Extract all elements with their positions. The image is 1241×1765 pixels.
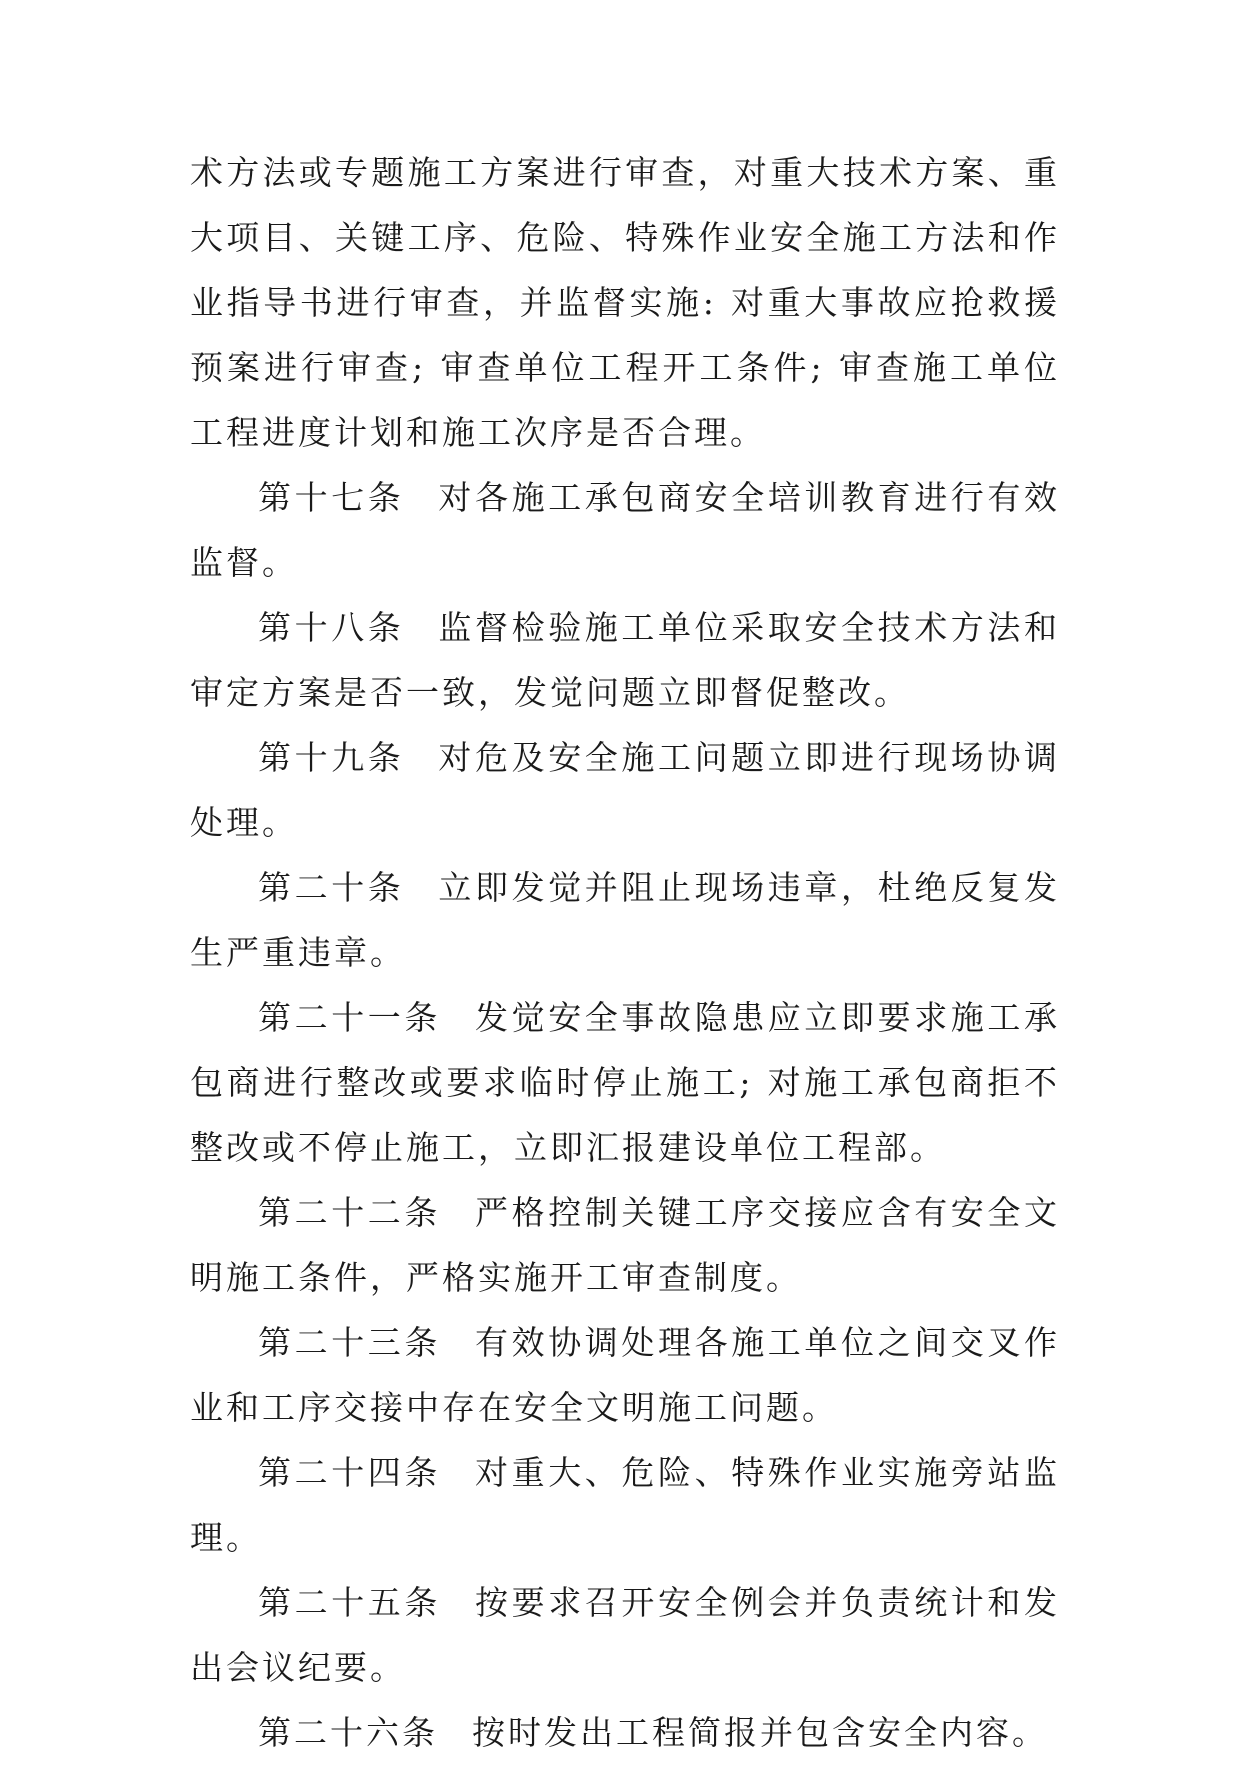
article-number: 第十七条 xyxy=(258,478,405,517)
article-18 xyxy=(190,595,1060,725)
article-text: 按时发出工程简报并包含安全内容。 xyxy=(472,1713,1048,1752)
article-number: 第二十六条 xyxy=(258,1713,438,1752)
paragraph-continued xyxy=(190,140,1060,465)
article-23 xyxy=(190,1310,1060,1440)
article-text: 对各施工承包商安全培训教育进行有效监督。 xyxy=(190,478,1061,582)
article-text: 严格控制关键工序交接应含有安全文明施工条件，严格实施开工审查制度。 xyxy=(190,1193,1061,1297)
article-26 xyxy=(190,1700,1060,1765)
article-text: 立即发觉并阻止现场违章，杜绝反复发生严重违章。 xyxy=(190,868,1061,972)
document-page xyxy=(190,140,1060,1765)
article-text: 对危及安全施工问题立即进行现场协调处理。 xyxy=(190,738,1061,842)
article-number: 第二十五条 xyxy=(258,1583,441,1622)
article-text: 有效协调处理各施工单位之间交叉作业和工序交接中存在安全文明施工问题。 xyxy=(190,1323,1061,1427)
article-number: 第十八条 xyxy=(258,608,405,647)
article-22 xyxy=(190,1180,1060,1310)
article-number: 第二十条 xyxy=(258,868,405,907)
article-number: 第二十二条 xyxy=(258,1193,441,1232)
article-number: 第二十四条 xyxy=(258,1453,441,1492)
article-number: 第十九条 xyxy=(258,738,405,777)
article-17 xyxy=(190,465,1060,595)
paragraph-text: 术方法或专题施工方案进行审查，对重大技术方案、重大项目、关键工序、危险、特殊作业安全施工方法和作业指导书进行审查，并监督实施: 对重大事故应抢救援预案进行审查; 审查单位工程开工条件; 审查施工单位工程进度计划和施工次序是否合理。 xyxy=(190,153,1060,452)
article-text: 发觉安全事故隐患应立即要求施工承包商进行整改或要求临时停止施工; 对施工承包商拒不整改或不停止施工，立即汇报建设单位工程部。 xyxy=(190,998,1061,1167)
article-21 xyxy=(190,985,1060,1180)
article-number: 第二十三条 xyxy=(258,1323,441,1362)
article-text: 监督检验施工单位采取安全技术方法和审定方案是否一致，发觉问题立即督促整改。 xyxy=(190,608,1061,712)
article-number: 第二十一条 xyxy=(258,998,441,1037)
article-text: 对重大、危险、特殊作业实施旁站监理。 xyxy=(190,1453,1061,1557)
article-20 xyxy=(190,855,1060,985)
article-text: 按要求召开安全例会并负责统计和发出会议纪要。 xyxy=(190,1583,1061,1687)
article-24 xyxy=(190,1440,1060,1570)
article-25 xyxy=(190,1570,1060,1700)
article-19 xyxy=(190,725,1060,855)
